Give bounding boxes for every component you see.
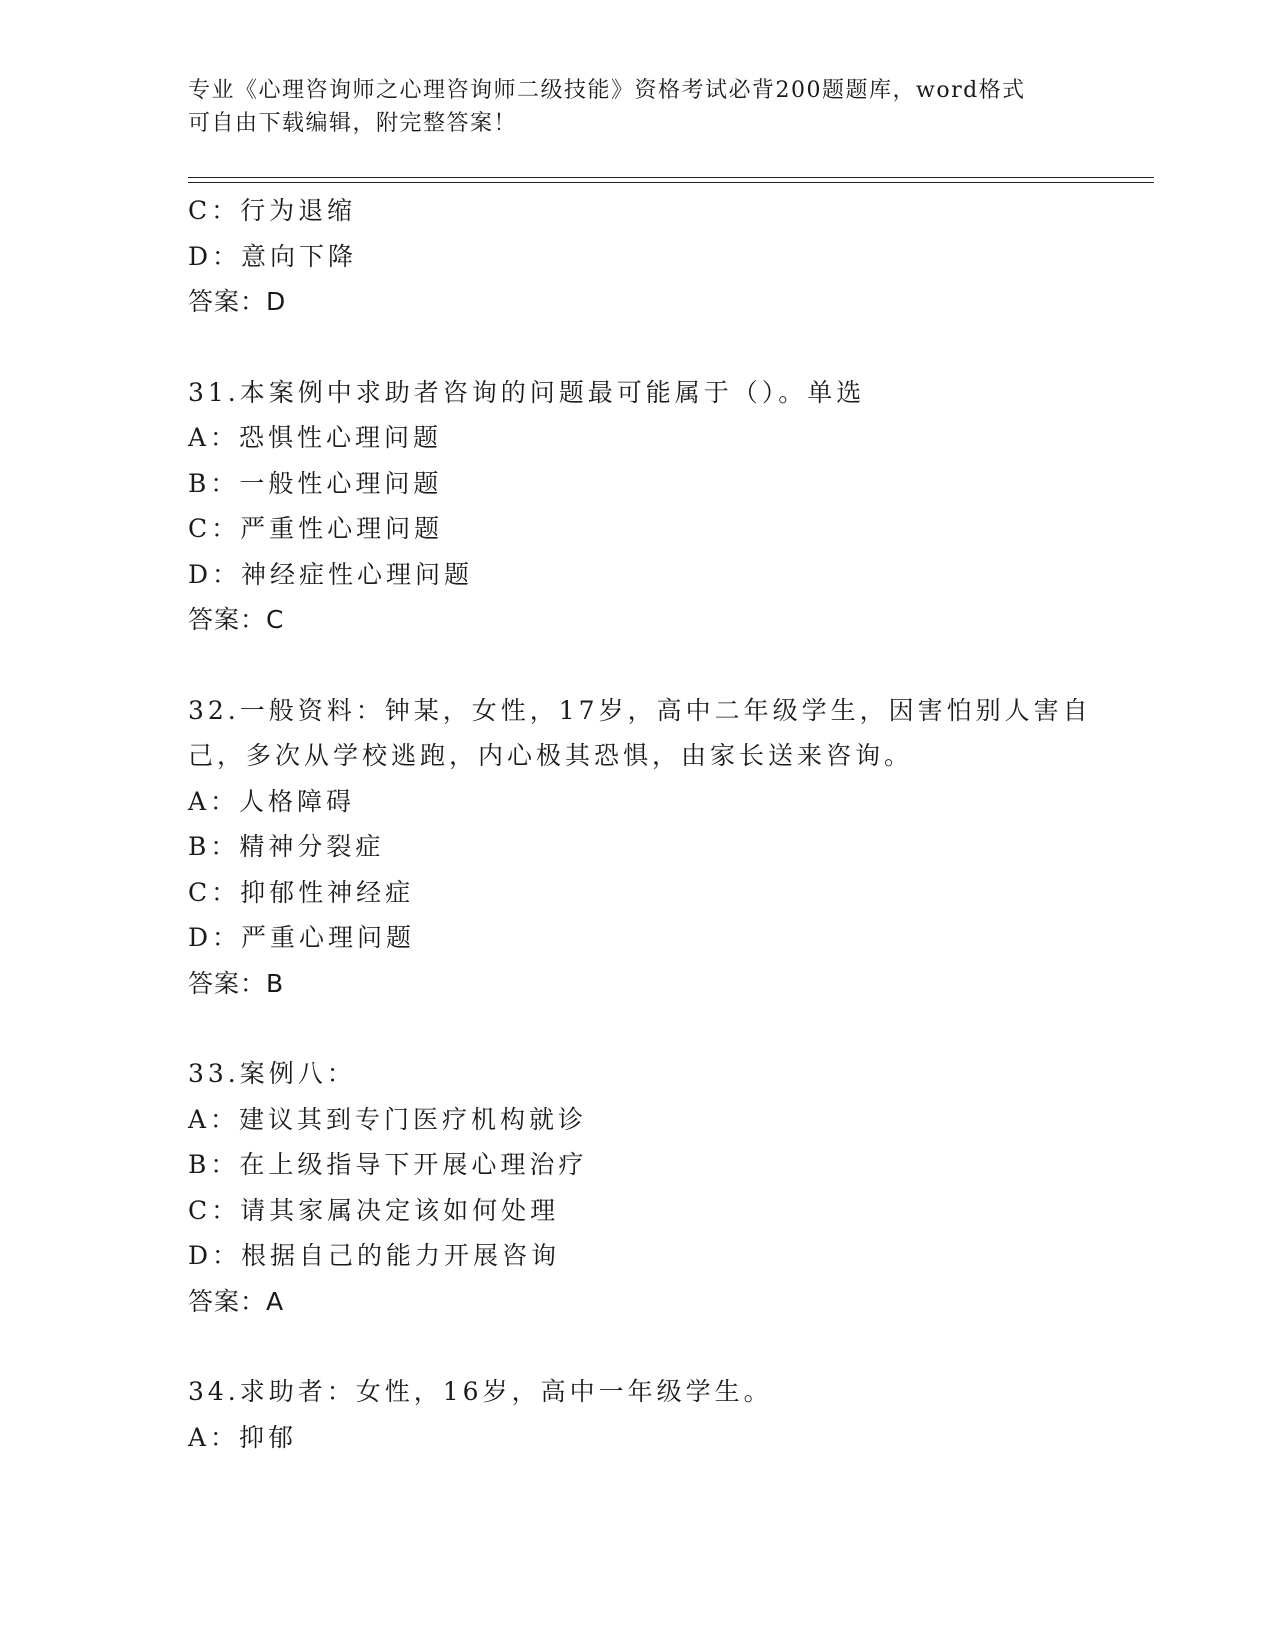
question-stem: 31.本案例中求助者咨询的问题最可能属于（）。单选 <box>188 377 866 407</box>
header-divider-bottom <box>188 182 1154 183</box>
header-title-line-2: 可自由下载编辑，附完整答案！ <box>188 111 518 136</box>
option-a: A：恐惧性心理问题 <box>188 423 443 452</box>
option-d: D：神经症性心理问题 <box>188 559 474 589</box>
option-d: D：意向下降 <box>188 241 358 271</box>
spacer <box>188 1006 1088 1051</box>
option-b: B：精神分裂症 <box>188 832 385 861</box>
question-block-continued <box>188 188 1088 325</box>
option-a: A：抑郁 <box>188 1422 298 1452</box>
option-d: D：根据自己的能力开展咨询 <box>188 1241 561 1270</box>
spacer <box>188 1324 1088 1369</box>
question-31 <box>188 370 1088 643</box>
option-c: C：严重性心理问题 <box>188 514 444 543</box>
question-stem: 34.求助者：女性，16岁，高中一年级学生。 <box>188 1377 773 1406</box>
question-stem-line-2: 己，多次从学校逃跑，内心极其恐惧，由家长送来咨询。 <box>188 741 914 770</box>
question-list <box>188 188 1092 1460</box>
header-divider-top <box>188 177 1154 178</box>
option-c: C：请其家属决定该如何处理 <box>188 1195 560 1225</box>
option-d: D：严重心理问题 <box>188 923 416 952</box>
document-header <box>188 74 1068 140</box>
option-a: A：人格障碍 <box>188 786 356 816</box>
option-c: C：抑郁性神经症 <box>188 877 415 907</box>
answer-line: 答案：D <box>188 287 287 316</box>
question-stem-line-1: 32.一般资料：钟某，女性，17岁，高中二年级学生，因害怕别人害自 <box>188 695 1092 725</box>
option-a: A：建议其到专门医疗机构就诊 <box>188 1104 588 1134</box>
answer-line: 答案：C <box>188 605 285 634</box>
option-b: B：一般性心理问题 <box>188 468 443 498</box>
question-32 <box>188 688 1092 1007</box>
question-33 <box>188 1051 1088 1324</box>
answer-line: 答案：B <box>188 968 285 998</box>
question-stem: 33.案例八： <box>188 1059 356 1088</box>
answer-line: 答案：A <box>188 1286 285 1316</box>
option-b: B：在上级指导下开展心理治疗 <box>188 1150 588 1179</box>
option-c: C：行为退缩 <box>188 196 357 225</box>
spacer <box>188 643 1088 688</box>
question-34 <box>188 1369 1088 1460</box>
header-title-line-1: 专业《心理咨询师之心理咨询师二级技能》资格考试必背200题题库，word格式 <box>188 78 1026 103</box>
spacer <box>188 325 1088 370</box>
